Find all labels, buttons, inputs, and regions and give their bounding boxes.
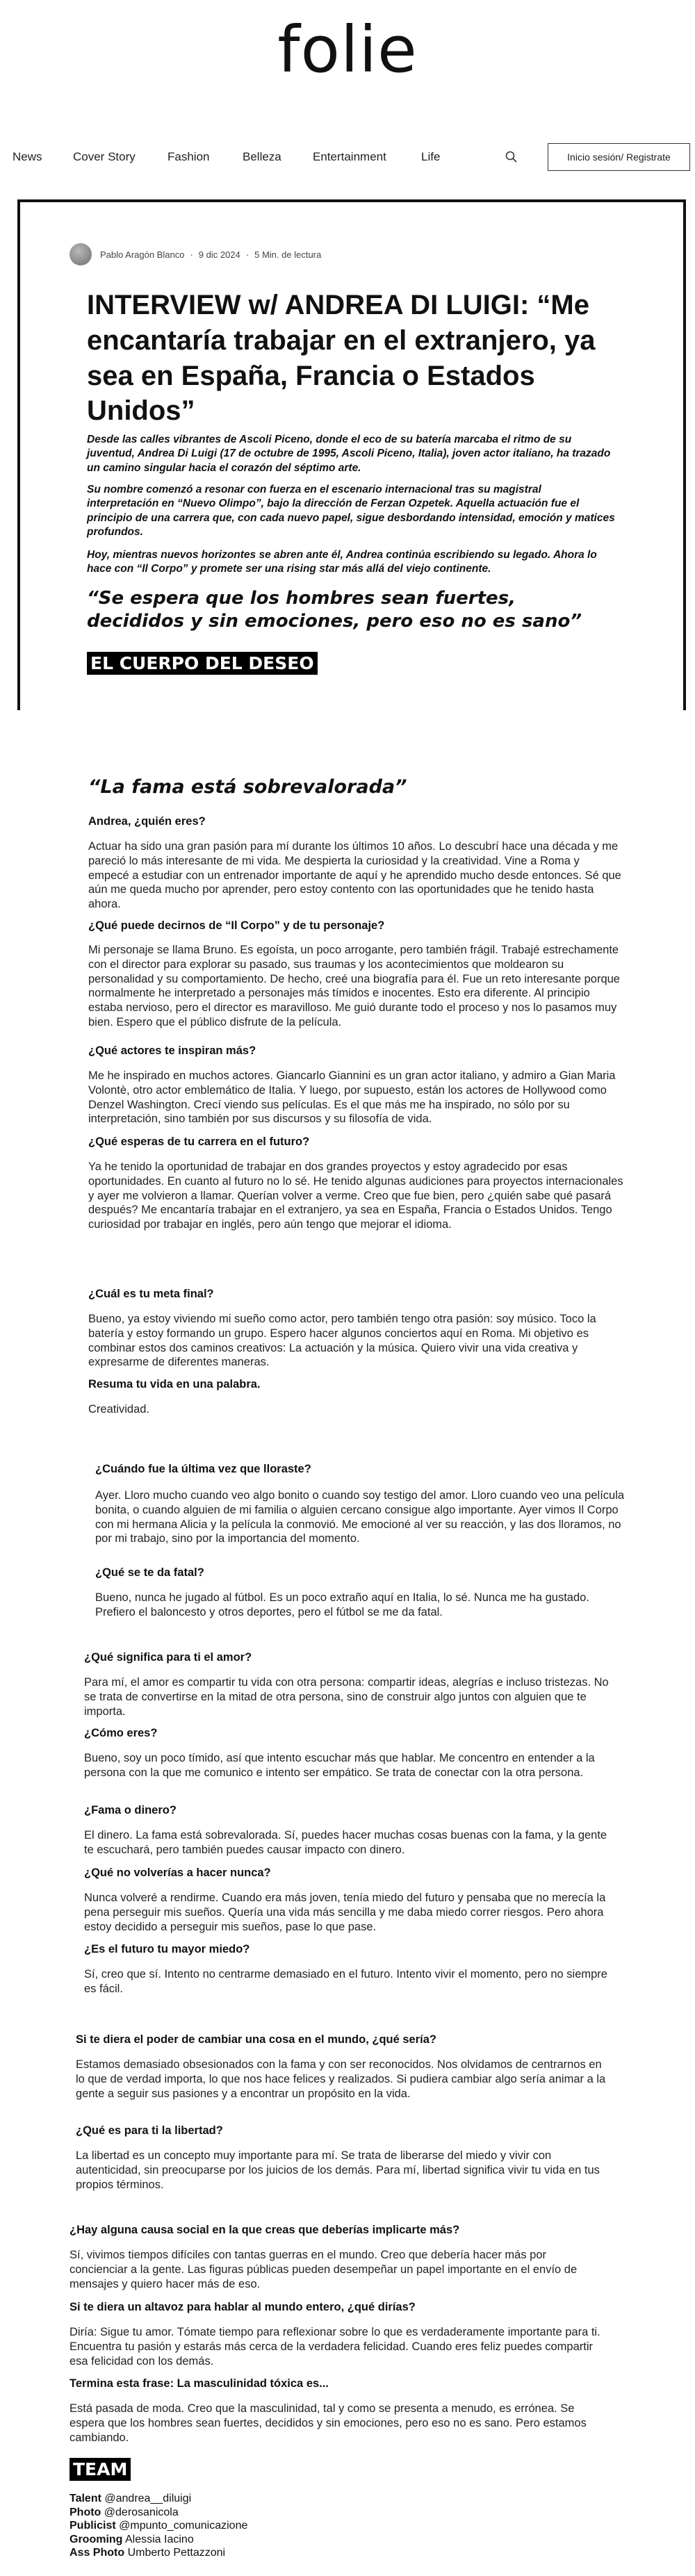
- read-time: 5 Min. de lectura: [254, 249, 322, 260]
- intro-paragraph: Desde las calles vibrantes de Ascoli Piceno, donde el eco de su batería marcaba el ritmo de su juventud, Andrea Di Luigi (17 de octubre de 1995, Ascoli Piceno, Italia), joven actor italiano, ha trazado un camino singular hacia el corazón del séptimo arte.: [87, 434, 611, 474]
- intro-paragraph: Su nombre comenzó a resonar con fuerza en el escenario internacional tras su magistral interpretación en “Nuevo Olimpo”, bajo la dirección de Ferzan Ozpetek. Aquella actuación fue el principio de una carrera que, con cada nuevo papel, sigue desbordando intensidad, emoción y matices profundos.: [87, 484, 615, 539]
- credit-line: Ass Photo Umberto Pettazzoni: [70, 2547, 226, 2559]
- interview-question: ¿Qué no volverías a hacer nunca?: [84, 1867, 271, 1879]
- meta-separator: ·: [190, 249, 193, 260]
- credit-line: Grooming Alessia Iacino: [70, 2533, 194, 2545]
- pull-quote: “Se espera que los hombres sean fuertes, decididos y sin emociones, pero eso no es sano”: [87, 588, 582, 632]
- interview-question: ¿Hay alguna causa social en la que creas que deberías implicarte más?: [70, 2224, 460, 2236]
- nav-item-entertainment[interactable]: Entertainment: [313, 150, 386, 163]
- interview-question: ¿Cómo eres?: [84, 1727, 158, 1739]
- team-heading: TEAM: [70, 2458, 131, 2481]
- credit-line: Publicist @mpunto_comunicazione: [70, 2520, 248, 2532]
- section-label: EL CUERPO DEL DESEO: [87, 652, 318, 675]
- article-meta: [70, 243, 321, 265]
- interview-answer: Sí, creo que sí. Intento no centrarme demasiado en el futuro. Intento vivir el momento, pero no siempre es fácil.: [84, 1968, 607, 1995]
- interview-question: Resuma tu vida en una palabra.: [88, 1378, 261, 1390]
- interview-question: Si te diera el poder de cambiar una cosa en el mundo, ¿qué sería?: [76, 2033, 436, 2046]
- author-name[interactable]: Pablo Aragón Blanco: [100, 249, 185, 260]
- article-subheading: “La fama está sobrevalorada”: [88, 776, 407, 798]
- interview-answer: Sí, vivimos tiempos difíciles con tantas guerras en el mundo. Creo que debería hacer más por concienciar a la gente. Las figuras públicas pueden desempeñar un papel importante en el envío de mensajes y quiero hacer más de eso.: [70, 2249, 578, 2290]
- interview-question: ¿Qué puede decirnos de “Il Corpo” y de tu personaje?: [88, 919, 385, 932]
- interview-question: ¿Qué se te da fatal?: [95, 1566, 204, 1579]
- interview-question: ¿Fama o dinero?: [84, 1804, 177, 1816]
- interview-answer: Creatividad.: [88, 1403, 150, 1416]
- nav-item-news[interactable]: News: [13, 150, 42, 163]
- interview-answer: Actuar ha sido una gran pasión para mí durante los últimos 10 años. Lo descubrí hace una década y me pareció lo más interesante de mi vida. Me despierta la curiosidad y la creatividad. Vine a Roma y empecé a estudiar con un entrenador importante de aquí y he aprendido mucho desde entonces. Sé que aún me queda mucho por aprender, pero estoy contento con las oportunidades que he tenido hasta ahora.: [88, 840, 621, 911]
- nav-item-life[interactable]: Life: [421, 150, 441, 163]
- interview-question: Termina esta frase: La masculinidad tóxica es...: [70, 2377, 329, 2390]
- interview-question: ¿Qué significa para ti el amor?: [84, 1651, 252, 1664]
- publish-date: 9 dic 2024: [198, 249, 240, 260]
- interview-answer: Está pasada de moda. Creo que la masculinidad, tal y como se presenta a menudo, es errónea. Se espera que los hombres sean fuertes, decididos y sin emociones, pero eso no es sano. Pero estamos cambiando.: [70, 2402, 587, 2444]
- site-logo[interactable]: folie: [277, 13, 418, 87]
- interview-question: ¿Es el futuro tu mayor miedo?: [84, 1943, 250, 1955]
- interview-answer: Me he inspirado en muchos actores. Giancarlo Giannini es un gran actor italiano, y admiro a Gian Maria Volontè, otro actor emblemático de Italia. Y luego, por supuesto, están los actores de Hollywood como Denzel Washington. Crecí viendo sus películas. Es el que más me ha inspirado, no sólo por su interpretación, sino también por sus discursos y su filosofía de vida.: [88, 1069, 616, 1126]
- interview-answer: Estamos demasiado obsesionados con la fama y con ser reconocidos. Nos olvidamos de centrarnos en lo que de verdad importa, lo que nos hace felices y realizados. Si pudiera cambiar algo sería animar a la gente a seguir sus pasiones y a encontrar un propósito en la vida.: [76, 2058, 606, 2100]
- interview-answer: Mi personaje se llama Bruno. Es egoísta, un poco arrogante, pero también frágil. Trabajé estrechamente con el director para explorar su pasado, sus traumas y los acontecimientos que moldearon su personalidad y su comportamiento. De hecho, creé una biografía para él. Fue un reto interesante porque normalmente he interpretado a personajes más tímidos e inocentes. Esto era diferente. Al principio estaba nervioso, pero el director es maravilloso. Me guió durante todo el proceso y nos lo pasamos muy bien. Espero que el público disfrute de la película.: [88, 944, 620, 1028]
- interview-answer: Bueno, nunca he jugado al fútbol. Es un poco extraño aquí en Italia, lo sé. Nunca me ha gustado. Prefiero el baloncesto y otros deportes, pero el fútbol se me da fatal.: [95, 1591, 589, 1618]
- main-nav: [0, 143, 695, 171]
- nav-item-cover-story[interactable]: Cover Story: [73, 150, 136, 163]
- interview-question: Si te diera un altavoz para hablar al mundo entero, ¿qué dirías?: [70, 2301, 416, 2313]
- intro-paragraph: Hoy, mientras nuevos horizontes se abren ante él, Andrea continúa escribiendo su legado. Ahora lo hace con “Il Corpo” y promete ser una rising star más allá del viejo continente.: [87, 549, 597, 575]
- team-credits: [70, 2492, 247, 2560]
- article-title: INTERVIEW w/ ANDREA DI LUIGI: “Me encantaría trabajar en el extranjero, ya sea en España, Francia o Estados Unidos”: [87, 290, 596, 427]
- interview-question: ¿Cuándo fue la última vez que lloraste?: [95, 1463, 311, 1475]
- interview-answer: Bueno, ya estoy viviendo mi sueño como actor, pero también tengo otra pasión: soy músico. Toco la batería y estoy formando un grupo. Espero hacer algunos conciertos aquí en Roma. Mi objetivo es combinar estos dos caminos creativos: La actuación y la música. Quiero vivir una vida creativa y expresarme de diferentes maneras.: [88, 1313, 596, 1369]
- interview-answer: Nunca volveré a rendirme. Cuando era más joven, tenía miedo del futuro y pensaba que no merecía la pena perseguir mis sueños. Quería una vida más sencilla y me daba miedo correr riesgos. Pero ahora estoy decidido a perseguir mis sueños, pase lo que pase.: [84, 1892, 606, 1933]
- meta-separator: ·: [245, 249, 250, 260]
- interview-answer: El dinero. La fama está sobrevalorada. Sí, puedes hacer muchas cosas buenas con la fama, y la gente te escuchará, pero también puedes causar impacto con dinero.: [84, 1829, 607, 1856]
- interview-answer: Diría: Sigue tu amor. Tómate tiempo para reflexionar sobre lo que es verdaderamente importante para ti. Encuentra tu pasión y estarás más cerca de la verdadera felicidad. Cuando eres feliz puedes compartir esa felicidad con los demás.: [70, 2326, 600, 2368]
- interview-answer: Bueno, soy un poco tímido, así que intento escuchar más que hablar. Me concentro en entender a la persona con la que me comunico e intento ser empático. Se trata de conectar con la otra persona.: [84, 1752, 595, 1779]
- credit-line: Photo @derosanicola: [70, 2506, 179, 2518]
- search-icon[interactable]: [504, 149, 519, 165]
- interview-question: ¿Qué actores te inspiran más?: [88, 1044, 256, 1057]
- credit-line: Talent @andrea__diluigi: [70, 2493, 192, 2504]
- author-avatar[interactable]: [70, 243, 92, 265]
- interview-question: ¿Qué esperas de tu carrera en el futuro?: [88, 1135, 310, 1148]
- interview-answer: Ya he tenido la oportunidad de trabajar en dos grandes proyectos y estoy agradecido por esas oportunidades. En cuanto al futuro no lo sé. He tenido algunas audiciones para proyectos internacionales y ayer me volvieron a llamar. Querían volver a verme. Creo que fue bien, pero ¿quién sabe qué pasará después? Me encantaría trabajar en el extranjero, ya sea en España, Francia o Estados Unidos. Tengo curiosidad por trabajar en inglés, pero aún tengo que mejorar el idioma.: [88, 1160, 623, 1231]
- nav-item-fashion[interactable]: Fashion: [167, 150, 210, 163]
- interview-answer: Ayer. Lloro mucho cuando veo algo bonito o cuando soy testigo del amor. Lloro cuando veo una película bonita, o cuando alguien de mi familia o alguien cercano consigue algo importante. Ayer vimos Il Corpo con mi hermana Alicia y la película la conmovió. Me emocioné al ver su reacción, y las dos lloramos, no por mi trabajo, sino por la importancia del momento.: [95, 1489, 625, 1545]
- interview-answer: Para mí, el amor es compartir tu vida con otra persona: compartir ideas, alegrías e incluso tristezas. No se trata de convertirse en la mitad de otra persona, sino de construir algo juntos con alguien que te importa.: [84, 1676, 609, 1718]
- interview-answer: La libertad es un concepto muy importante para mí. Se trata de liberarse del miedo y vivir con autenticidad, sin preocuparse por los juicios de los demás. Para mí, libertad significa vivir tu vida en tus propios términos.: [76, 2149, 600, 2191]
- nav-item-belleza[interactable]: Belleza: [243, 150, 281, 163]
- interview-question: ¿Cuál es tu meta final?: [88, 1288, 214, 1300]
- login-button[interactable]: Inicio sesión/ Registrate: [548, 143, 690, 171]
- interview-question: Andrea, ¿quién eres?: [88, 815, 206, 828]
- interview-question: ¿Qué es para ti la libertad?: [76, 2124, 223, 2137]
